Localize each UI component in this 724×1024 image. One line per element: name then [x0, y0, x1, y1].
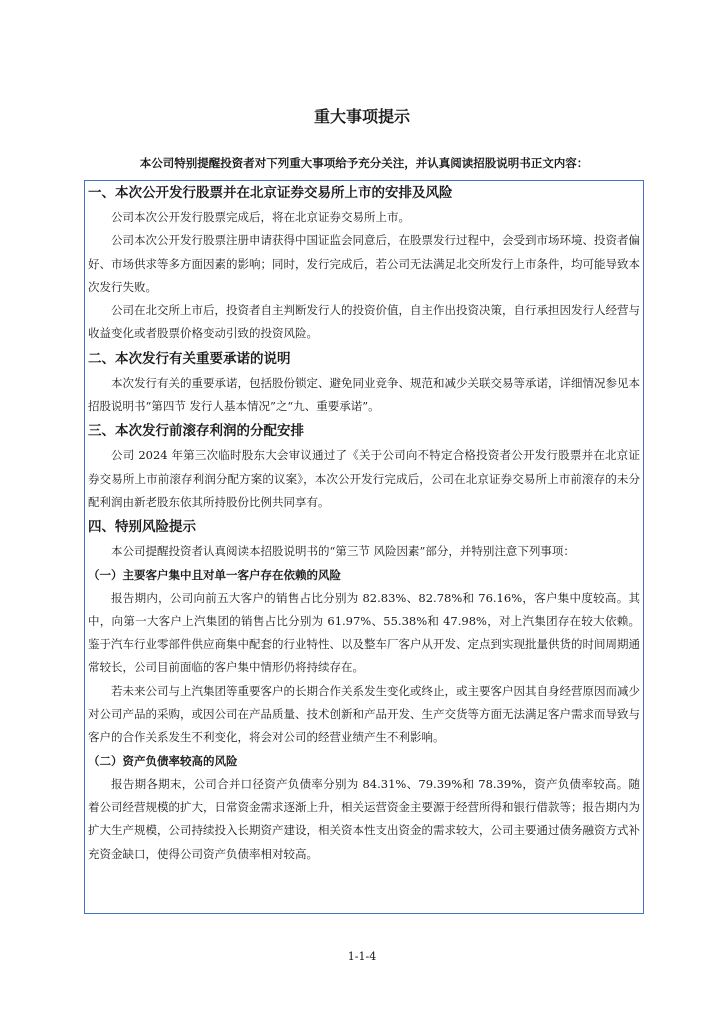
paragraph: 本次发行有关的重要承诺，包括股份锁定、避免同业竞争、规范和减少关联交易等承诺，详细情况参见本招股说明书“第四节 发行人基本情况”之“九、重要承诺”。 [88, 375, 640, 414]
paragraph: 报告期内，公司向前五大客户的销售占比分别为 82.83%、82.78%和 76.16%，客户集中度较高。其中，向第一大客户上汽集团的销售占比分别为 61.97%、55.38%和 47.98%，对上汽集团存在较大依赖。鉴于汽车行业零部件供应商集中配套的行业特性、以及整车厂客户从开发、定点到实现批量供货的时间周期通常较长，公司目前面临的客户集中情形仍将持续存在。 [88, 590, 640, 675]
subsection-heading: （二）资产负债率较高的风险 [88, 753, 238, 768]
paragraph: 本公司提醒投资者认真阅读本招股说明书的“第三节 风险因素”部分，并特别注意下列事项： [111, 544, 575, 559]
paragraph: 公司 2024 年第三次临时股东大会审议通过了《关于公司向不特定合格投资者公开发行股票并在北京证券交易所上市前滚存利润分配方案的议案》，本次公开发行完成后，公司在北京证券交易所上市前滚存的未分配利润由新老股东依其所持股份比例共同享有。 [88, 448, 640, 509]
paragraph: 若未来公司与上汽集团等重要客户的长期合作关系发生变化或终止，或主要客户因其自身经营原因而减少对公司产品的采购，或因公司在产品质量、技术创新和产品开发、生产交货等方面无法满足客户需求而导致与客户的合作关系发生不利变化，将会对公司的经营业绩产生不利影响。 [88, 683, 640, 745]
paragraph: 报告期各期末，公司合并口径资产负债率分别为 84.31%、79.39%和 78.39%，资产负债率较高。随着公司经营规模的扩大，日常资金需求逐渐上升，相关运营资金主要源于经营所得和银行借款等；报告期内为扩大生产规模，公司持续投入长期资产建设，相关资本性支出资金的需求较大，公司主要通过债务融资方式补充资金缺口，使得公司资产负债率相对较高。 [88, 776, 640, 861]
page-title: 重大事项提示 [313, 107, 410, 126]
section-heading: 四、特别风险提示 [88, 519, 196, 536]
section-heading: 二、本次发行有关重要承诺的说明 [88, 350, 291, 367]
section-heading: 一、本次公开发行股票并在北京证券交易所上市的安排及风险 [88, 185, 453, 201]
paragraph: 公司本次公开发行股票完成后，将在北京证券交易所上市。 [111, 210, 410, 224]
page-number: 1-1-4 [347, 950, 377, 963]
document-body [88, 180, 640, 866]
subsection-heading: （一）主要客户集中且对单一客户存在依赖的风险 [88, 567, 341, 582]
intro-statement: 本公司特别提醒投资者对下列重大事项给予充分关注，并认真阅读招股说明书正文内容： [139, 156, 589, 170]
paragraph: 公司本次公开发行股票注册申请获得中国证监会同意后，在股票发行过程中，会受到市场环境、投资者偏好、市场供求等多方面因素的影响；同时，发行完成后，若公司无法满足北交所发行上市条件，均可能导致本次发行失败。 [88, 233, 640, 294]
section-heading: 三、本次发行前滚存利润的分配安排 [88, 423, 304, 440]
paragraph: 公司在北交所上市后，投资者自主判断发行人的投资价值，自主作出投资决策，自行承担因发行人经营与收益变化或者股票价格变动引致的投资风险。 [88, 303, 640, 341]
